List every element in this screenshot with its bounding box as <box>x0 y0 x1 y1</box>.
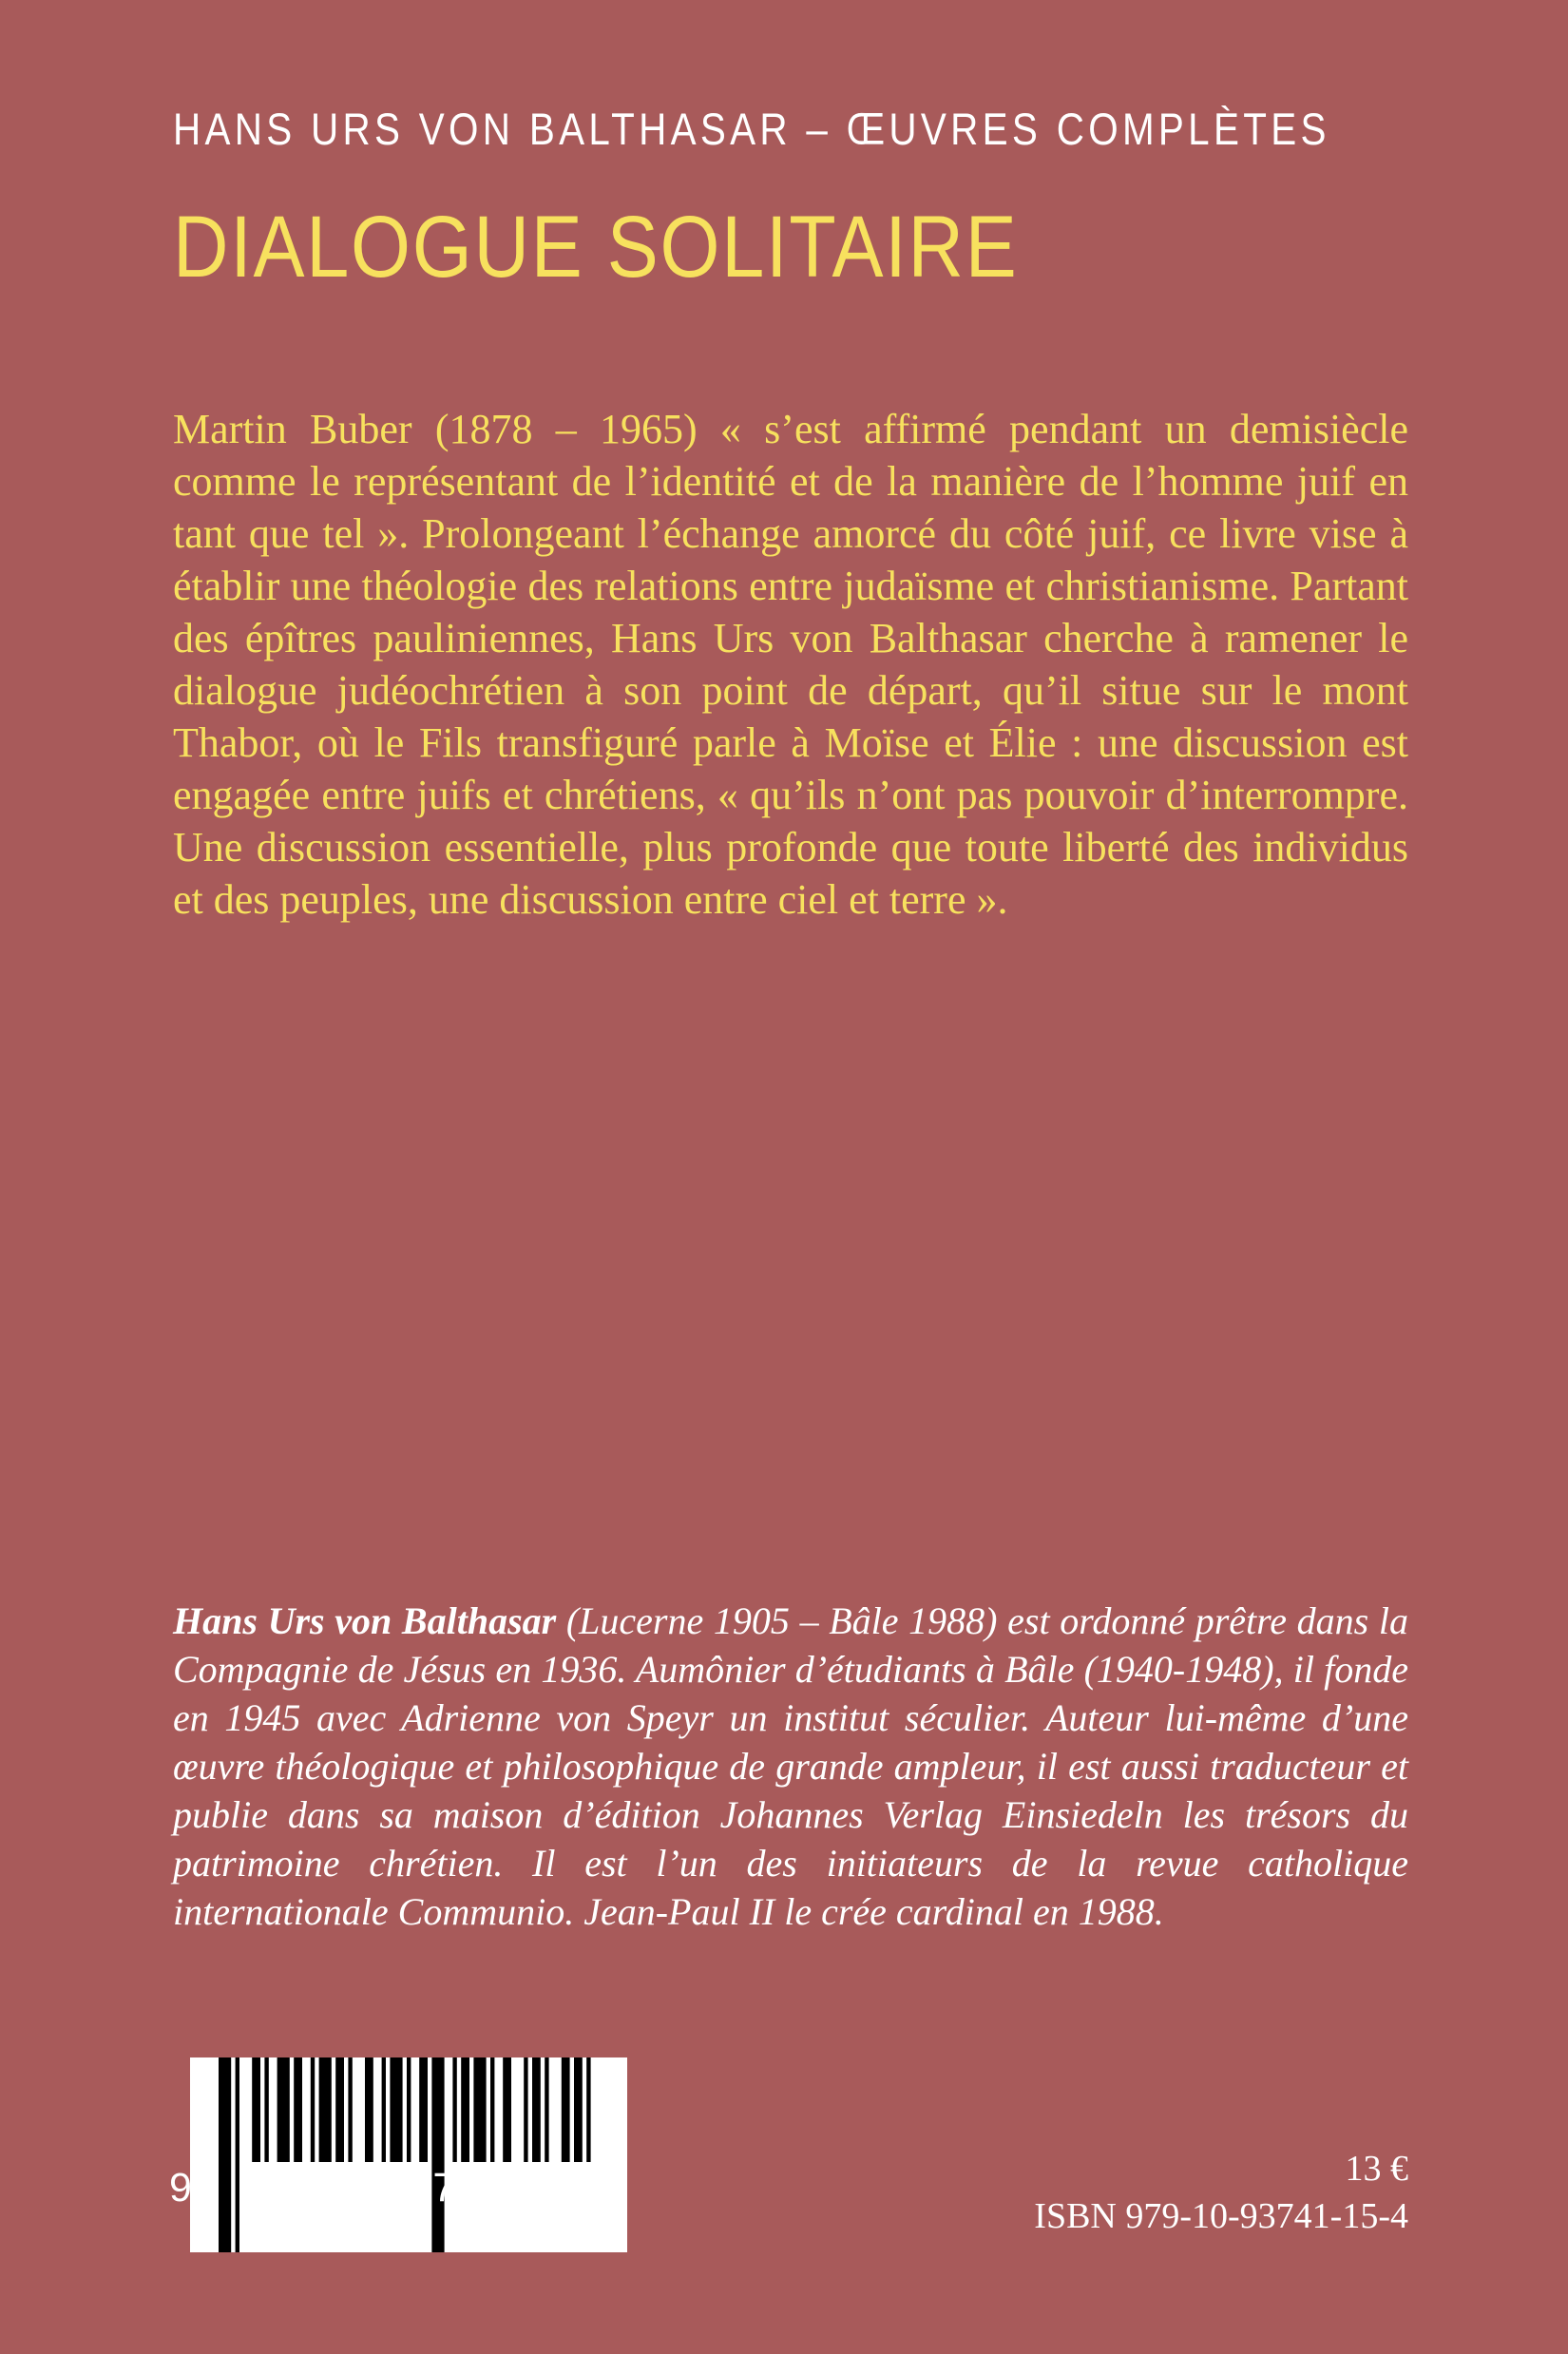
barcode-bar <box>294 2057 302 2162</box>
barcode-bar <box>219 2057 231 2252</box>
barcode-bar <box>503 2057 511 2162</box>
barcode-bar <box>562 2057 570 2162</box>
barcode-bar <box>490 2057 494 2162</box>
barcode-digits-left: 791093 <box>237 2165 386 2210</box>
barcode-bar <box>236 2057 239 2252</box>
author-name: Hans Urs von Balthasar <box>173 1599 557 1642</box>
author-biography <box>173 1597 1408 1936</box>
barcode-bar <box>545 2057 548 2162</box>
barcode <box>190 2057 627 2252</box>
barcode-bar <box>532 2057 541 2162</box>
barcode-bar <box>365 2057 373 2162</box>
barcode-bar <box>382 2057 386 2162</box>
price: 13 € <box>1345 2149 1408 2189</box>
book-title: DIALOGUE SOLITAIRE <box>173 199 1019 296</box>
barcode-digits <box>169 2165 578 2211</box>
barcode-digit-first: 9 <box>169 2165 194 2210</box>
barcode-bar <box>524 2057 527 2162</box>
barcode-bar <box>390 2057 402 2162</box>
barcode-bar <box>319 2057 332 2162</box>
barcode-bar <box>311 2057 315 2162</box>
isbn: ISBN 979-10-93741-15-4 <box>1034 2196 1408 2236</box>
back-cover-blurb: Martin Buber (1878 – 1965) « s’est affirmé pendant un demisiècle comme le représentant de l’identité et de la manière de l’homme juif en tant que tel ». Prolongeant l’échange amorcé du côté juif, ce livre vise à établir une théologie des relations entre judaïsme et christianisme. Partant des épîtres pauliniennes, Hans Urs von Balthasar cherche à ramener le dialogue judéochrétien à son point de départ, qu’il situe sur le mont Thabor, où le Fils transfiguré parle à Moïse et Élie : une discussion est engagée entre juifs et chrétiens, « qu’ils n’ont pas pouvoir d’interrompre. Une discussion essentielle, plus profonde que toute liberté des individus et des peuples, une discussion entre ciel et terre ». <box>173 406 1408 923</box>
author-bio-text: (Lucerne 1905 – Bâle 1988) est ordonné prêtre dans la Compagnie de Jésus en 1936. Aumônier d’étudiants à Bâle (1940-1948), il fonde en 1945 avec Adrienne von Speyr un institut séculier. Auteur lui-même d’une œuvre théologique et philosophique de grande ampleur, il est aussi traducteur et publie dans sa maison d’édition Johannes Verlag Einsiedeln les trésors du patrimoine chrétien. Il est l’un des initiateurs de la revue catholique internationale Communio. Jean-Paul II le crée cardinal en 1988. <box>173 1599 1408 1933</box>
barcode-bar <box>264 2057 268 2162</box>
barcode-bar <box>461 2057 469 2162</box>
barcode-bar <box>419 2057 428 2162</box>
barcode-bars <box>219 2057 599 2252</box>
barcode-bar <box>335 2057 344 2162</box>
barcode-bar <box>431 2057 444 2252</box>
barcode-bar <box>473 2057 486 2162</box>
barcode-digits-right: 741154 <box>432 2165 578 2210</box>
barcode-bar <box>348 2057 352 2162</box>
barcode-bar <box>452 2057 456 2162</box>
barcode-bar <box>407 2057 411 2162</box>
barcode-bar <box>586 2057 590 2162</box>
barcode-bar <box>574 2057 583 2162</box>
barcode-bar <box>252 2057 260 2162</box>
barcode-bar <box>277 2057 290 2162</box>
series-title: HANS URS VON BALTHASAR – ŒUVRES COMPLÈTES <box>173 104 1330 154</box>
